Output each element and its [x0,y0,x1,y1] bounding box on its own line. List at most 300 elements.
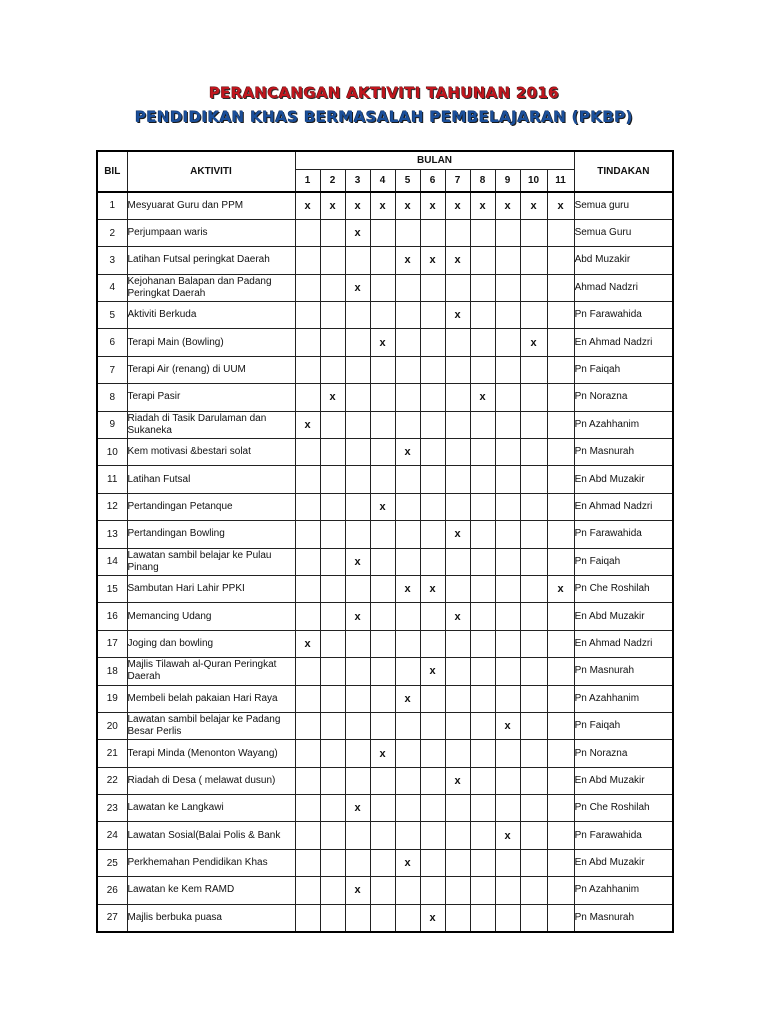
month-cell [395,877,420,904]
month-mark: x [520,192,547,219]
month-cell [345,767,370,794]
month-mark: x [445,521,470,548]
month-cell [520,466,547,493]
month-cell [520,356,547,383]
activity-name: Riadah di Desa ( melawat dusun) [127,767,295,794]
month-mark: x [520,329,547,356]
month-cell [495,356,520,383]
month-cell [520,274,547,301]
row-number: 15 [97,575,127,602]
month-cell [370,712,395,739]
table-row [97,603,673,630]
month-cell [520,849,547,876]
month-cell [495,904,520,931]
action-owner: En Abd Muzakir [574,466,673,493]
month-cell [320,493,345,520]
table-row [97,302,673,329]
month-cell [520,740,547,767]
month-cell [295,493,320,520]
month-cell [295,685,320,712]
activity-name: Membeli belah pakaian Hari Raya [127,685,295,712]
month-cell [495,575,520,602]
month-cell [420,521,445,548]
month-cell [470,274,495,301]
month-cell [345,302,370,329]
month-cell [345,904,370,931]
activity-name: Aktiviti Berkuda [127,302,295,329]
month-cell [470,630,495,657]
table-row [97,493,673,520]
table-row [97,630,673,657]
month-cell [420,411,445,438]
month-cell [320,548,345,575]
month-cell [320,247,345,274]
action-owner: Pn Farawahida [574,822,673,849]
table-row [97,740,673,767]
activity-name: Lawatan Sosial(Balai Polis & Bank [127,822,295,849]
month-cell [295,849,320,876]
month-cell [345,685,370,712]
page-subtitle: PENDIDIKAN KHAS BERMASALAH PEMBELAJARAN (PKBP) [134,108,634,126]
month-cell [547,302,574,329]
month-cell [370,466,395,493]
month-cell [370,630,395,657]
annual-activity-table [96,150,674,933]
month-cell [295,575,320,602]
month-cell [547,630,574,657]
row-number: 4 [97,274,127,301]
month-cell [370,795,395,822]
activity-name: Lawatan ke Kem RAMD [127,877,295,904]
table-row [97,356,673,383]
activity-name: Sambutan Hari Lahir PPKI [127,575,295,602]
month-cell [345,575,370,602]
month-cell [470,329,495,356]
month-cell [470,466,495,493]
month-mark: x [295,192,320,219]
month-cell [320,466,345,493]
month-cell [320,904,345,931]
month-cell [320,877,345,904]
month-cell [370,767,395,794]
month-cell [547,685,574,712]
row-number: 5 [97,302,127,329]
month-header-8: 8 [470,170,495,193]
month-cell [370,384,395,411]
month-cell [470,712,495,739]
month-cell [495,795,520,822]
month-cell [520,384,547,411]
month-cell [295,302,320,329]
month-cell [395,548,420,575]
row-number: 9 [97,411,127,438]
month-cell [547,849,574,876]
month-cell [370,247,395,274]
month-cell [470,767,495,794]
month-cell [495,466,520,493]
month-cell [470,439,495,466]
month-cell [370,439,395,466]
month-cell [495,493,520,520]
table-header-row [97,151,673,170]
row-number: 6 [97,329,127,356]
month-cell [370,685,395,712]
month-header-5: 5 [395,170,420,193]
month-cell [295,384,320,411]
month-cell [395,904,420,931]
month-cell [420,356,445,383]
month-cell [547,740,574,767]
month-cell [420,685,445,712]
month-cell [320,767,345,794]
month-cell [420,877,445,904]
month-mark: x [495,712,520,739]
month-cell [345,740,370,767]
month-cell [445,849,470,876]
action-owner: Pn Che Roshilah [574,795,673,822]
row-number: 12 [97,493,127,520]
month-cell [547,219,574,246]
month-cell [495,384,520,411]
month-header-9: 9 [495,170,520,193]
activity-name: Joging dan bowling [127,630,295,657]
table-row [97,274,673,301]
month-cell [370,603,395,630]
action-owner: Pn Azahhanim [574,877,673,904]
month-cell [445,274,470,301]
action-owner: En Ahmad Nadzri [574,493,673,520]
month-cell [345,329,370,356]
month-cell [470,795,495,822]
month-mark: x [420,575,445,602]
month-mark: x [495,822,520,849]
month-cell [370,411,395,438]
month-cell [495,329,520,356]
activity-name: Lawatan sambil belajar ke Pulau Pinang [127,548,295,575]
month-cell [420,302,445,329]
month-cell [420,767,445,794]
month-cell [295,439,320,466]
row-number: 21 [97,740,127,767]
table-row [97,411,673,438]
month-cell [445,630,470,657]
month-cell [547,521,574,548]
month-cell [470,521,495,548]
row-number: 14 [97,548,127,575]
table-row [97,384,673,411]
month-cell [495,302,520,329]
row-number: 17 [97,630,127,657]
month-mark: x [320,192,345,219]
month-mark: x [445,767,470,794]
month-mark: x [420,192,445,219]
month-cell [445,575,470,602]
month-cell [295,603,320,630]
month-cell [495,740,520,767]
month-cell [395,411,420,438]
month-cell [395,274,420,301]
month-cell [345,247,370,274]
month-cell [470,877,495,904]
month-cell [445,904,470,931]
month-cell [420,384,445,411]
month-cell [295,904,320,931]
month-cell [495,767,520,794]
month-header-4: 4 [370,170,395,193]
month-cell [320,712,345,739]
month-cell [370,274,395,301]
month-cell [547,904,574,931]
action-owner: Pn Farawahida [574,521,673,548]
action-owner: Pn Faiqah [574,712,673,739]
action-owner: En Ahmad Nadzri [574,630,673,657]
row-number: 8 [97,384,127,411]
action-owner: Pn Masnurah [574,658,673,685]
row-number: 23 [97,795,127,822]
month-cell [547,247,574,274]
table-row [97,658,673,685]
month-cell [520,493,547,520]
month-cell [395,329,420,356]
activity-name: Terapi Minda (Menonton Wayang) [127,740,295,767]
month-cell [320,603,345,630]
table-row [97,575,673,602]
month-cell [420,822,445,849]
month-mark: x [295,630,320,657]
month-cell [547,384,574,411]
table-row [97,849,673,876]
month-cell [395,822,420,849]
month-mark: x [345,274,370,301]
action-owner: Pn Norazna [574,740,673,767]
month-header-3: 3 [345,170,370,193]
month-mark: x [370,329,395,356]
month-cell [547,411,574,438]
month-cell [520,521,547,548]
month-cell [470,849,495,876]
month-cell [370,877,395,904]
month-cell [345,356,370,383]
month-cell [320,274,345,301]
month-cell [470,247,495,274]
activity-name: Pertandingan Bowling [127,521,295,548]
month-cell [470,904,495,931]
month-cell [295,466,320,493]
month-cell [320,329,345,356]
page-title: PERANCANGAN AKTIVITI TAHUNAN 2016 [208,84,560,102]
month-cell [520,548,547,575]
activity-name: Lawatan ke Langkawi [127,795,295,822]
month-cell [370,658,395,685]
month-cell [345,712,370,739]
table-row [97,192,673,219]
month-cell [345,822,370,849]
action-owner: Pn Farawahida [574,302,673,329]
table-row [97,822,673,849]
row-number: 2 [97,219,127,246]
month-mark: x [345,548,370,575]
row-number: 1 [97,192,127,219]
month-cell [295,877,320,904]
month-mark: x [345,192,370,219]
month-cell [395,384,420,411]
month-header-11: 11 [547,170,574,193]
activity-name: Latihan Futsal peringkat Daerah [127,247,295,274]
month-cell [370,849,395,876]
action-owner: Pn Masnurah [574,904,673,931]
month-cell [470,658,495,685]
month-cell [295,219,320,246]
month-cell [547,795,574,822]
month-mark: x [395,685,420,712]
table-row [97,466,673,493]
row-number: 11 [97,466,127,493]
month-cell [547,712,574,739]
month-cell [295,356,320,383]
month-cell [445,712,470,739]
month-cell [495,439,520,466]
month-mark: x [420,247,445,274]
month-cell [520,712,547,739]
month-cell [395,521,420,548]
activity-name: Majlis Tilawah al-Quran Peringkat Daerah [127,658,295,685]
table-row [97,219,673,246]
row-number: 20 [97,712,127,739]
month-header-2: 2 [320,170,345,193]
month-cell [445,685,470,712]
month-cell [295,247,320,274]
month-cell [445,466,470,493]
activity-name: Perjumpaan waris [127,219,295,246]
month-cell [395,795,420,822]
month-cell [295,548,320,575]
month-cell [520,219,547,246]
table-row [97,685,673,712]
action-owner: Pn Azahhanim [574,411,673,438]
action-owner: En Abd Muzakir [574,767,673,794]
month-cell [345,521,370,548]
action-owner: En Abd Muzakir [574,603,673,630]
month-cell [520,795,547,822]
month-mark: x [395,575,420,602]
month-mark: x [345,795,370,822]
row-number: 18 [97,658,127,685]
month-cell [547,658,574,685]
month-cell [547,548,574,575]
action-owner: Pn Che Roshilah [574,575,673,602]
month-cell [547,822,574,849]
month-cell [420,466,445,493]
month-cell [470,685,495,712]
month-cell [445,439,470,466]
month-mark: x [495,192,520,219]
month-mark: x [370,192,395,219]
month-cell [395,302,420,329]
activity-name: Kem motivasi &bestari solat [127,439,295,466]
month-cell [445,658,470,685]
month-cell [520,302,547,329]
table-row [97,712,673,739]
month-mark: x [395,439,420,466]
month-mark: x [320,384,345,411]
month-cell [547,274,574,301]
month-cell [295,795,320,822]
month-cell [420,795,445,822]
month-cell [345,411,370,438]
month-mark: x [445,247,470,274]
month-cell [295,274,320,301]
month-cell [320,356,345,383]
table-body [97,192,673,932]
activity-name: Mesyuarat Guru dan PPM [127,192,295,219]
month-cell [520,439,547,466]
row-number: 7 [97,356,127,383]
row-number: 26 [97,877,127,904]
month-cell [495,274,520,301]
month-header-10: 10 [520,170,547,193]
activity-name: Pertandingan Petanque [127,493,295,520]
month-cell [445,740,470,767]
action-owner: Semua guru [574,192,673,219]
month-cell [547,767,574,794]
row-number: 13 [97,521,127,548]
month-mark: x [445,302,470,329]
month-cell [470,740,495,767]
month-cell [295,329,320,356]
month-mark: x [395,849,420,876]
month-cell [420,329,445,356]
month-cell [395,740,420,767]
month-cell [445,219,470,246]
month-cell [470,548,495,575]
row-number: 19 [97,685,127,712]
month-cell [495,521,520,548]
month-cell [420,274,445,301]
month-cell [495,877,520,904]
month-cell [420,493,445,520]
month-group-header: BULAN [295,151,574,170]
month-cell [295,740,320,767]
month-mark: x [470,384,495,411]
row-number: 10 [97,439,127,466]
month-cell [320,219,345,246]
row-number: 16 [97,603,127,630]
month-mark: x [345,219,370,246]
month-header-6: 6 [420,170,445,193]
month-cell [520,603,547,630]
month-cell [370,302,395,329]
month-cell [420,548,445,575]
month-cell [445,329,470,356]
month-cell [495,685,520,712]
table-row [97,329,673,356]
month-cell [320,630,345,657]
month-cell [420,630,445,657]
month-cell [495,658,520,685]
bil-header: BIL [97,151,127,192]
action-header: TINDAKAN [574,151,673,192]
month-cell [345,658,370,685]
month-cell [395,767,420,794]
month-cell [320,740,345,767]
action-owner: Ahmad Nadzri [574,274,673,301]
month-cell [520,411,547,438]
month-cell [445,822,470,849]
table-row [97,247,673,274]
month-cell [370,521,395,548]
month-cell [295,521,320,548]
month-cell [370,904,395,931]
